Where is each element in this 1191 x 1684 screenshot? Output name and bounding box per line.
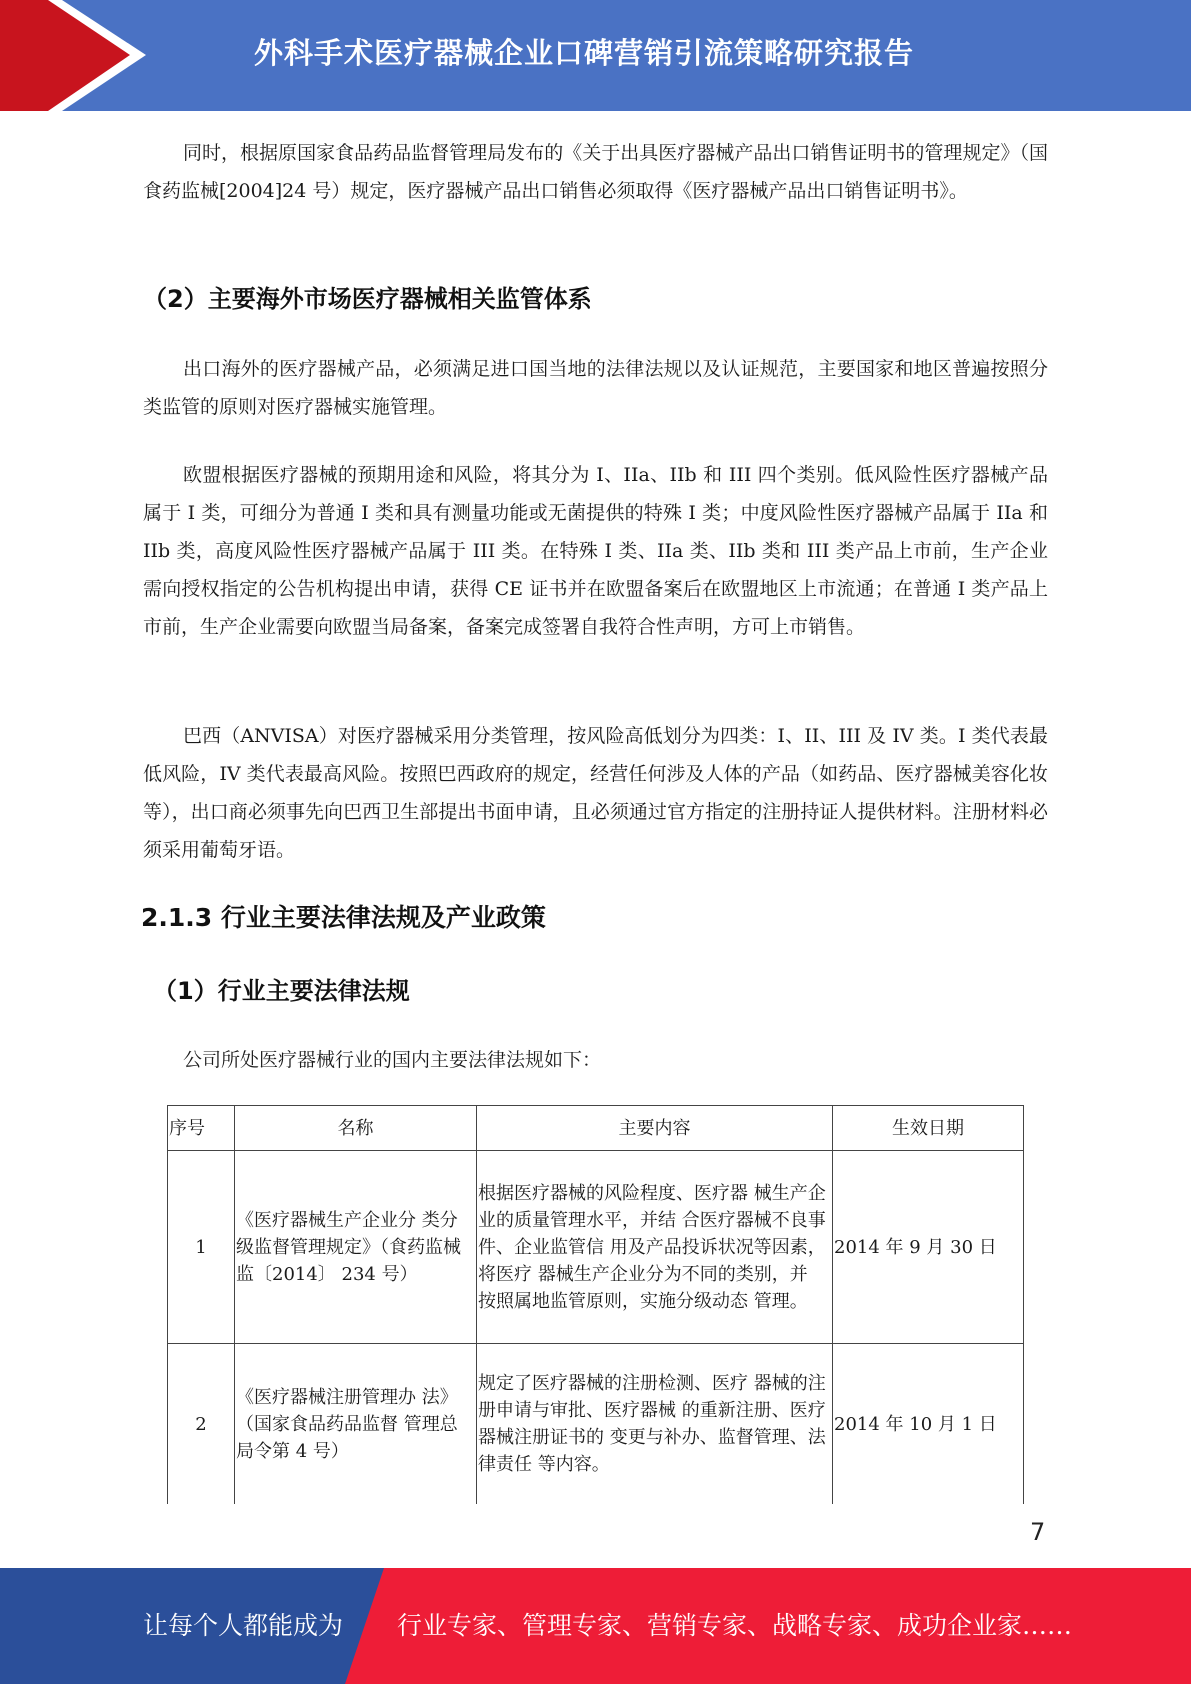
document-title: 外科手术医疗器械企业口碑营销引流策略研究报告 [254,36,915,70]
paragraph-export-certificate: 同时，根据原国家食品药品监督管理局发布的《关于出具医疗器械产品出口销售证明书的管理规定》（国食药监械[2004]24 号）规定，医疗器械产品出口销售必须取得《医疗器械产品出口销售证明书》。 [143,142,1048,202]
heading-overseas-regulatory-system: （2）主要海外市场医疗器械相关监管体系 [143,285,592,313]
paragraph-eu-classification: 欧盟根据医疗器械的预期用途和风险，将其分为 I、IIa、IIb 和 III 四个类别。低风险性医疗器械产品属于 I 类，可细分为普通 I 类和具有测量功能或无菌提供的特殊 I 类；中度风险性医疗器械产品属于 IIa 和 IIb 类，高度风险性医疗器械产品属于 III 类。在特殊 I 类、IIa 类、IIb 类和 III 类产品上市前，生产企业需向授权指定的公告机构提出申请，获得 CE 证书并在欧盟备案后在欧盟地区上市流通；在普通 I 类产品上市前，生产企业需要向欧盟当局备案，备案完成签署自我符合性声明，方可上市销售。 [143,464,1048,638]
page-footer [0,1568,1191,1684]
page-number: 7 [1030,1518,1046,1546]
column-header-date: 生效日期 [833,1106,1024,1151]
cell-content: 根据医疗器械的风险程度、医疗器 械生产企业的质量管理水平，并结 合医疗器械不良事件、企业监管信 用及产品投诉状况等因素，将医疗 器械生产企业分为不同的类别，并 按照属地监管原则，实施分级动态 管理。 [477,1151,833,1344]
table-header-row [168,1106,1024,1151]
laws-regulations-table [167,1105,1024,1504]
table-row [168,1151,1024,1344]
cell-date: 2014 年 10 月 1 日 [833,1344,1024,1505]
cell-date: 2014 年 9 月 30 日 [833,1151,1024,1344]
column-header-no: 序号 [168,1106,235,1151]
heading-main-laws: （1）行业主要法律法规 [153,977,410,1005]
cell-no: 1 [168,1151,235,1344]
header-chevron-logo [0,0,160,111]
cell-no: 2 [168,1344,235,1505]
column-header-content: 主要内容 [477,1106,833,1151]
footer-slogan-roles: 行业专家、管理专家、营销专家、战略专家、成功企业家…… [397,1611,1073,1640]
paragraph-table-intro: 公司所处医疗器械行业的国内主要法律法规如下： [183,1049,602,1071]
footer-slogan-lead: 让每个人都能成为 [143,1611,344,1640]
page-header [0,0,1191,111]
cell-content: 规定了医疗器械的注册检测、医疗 器械的注册申请与审批、医疗器械 的重新注册、医疗器械注册证书的 变更与补办、监督管理、法律责任 等内容。 [477,1344,833,1505]
heading-section-2-1-3: 2.1.3 行业主要法律法规及产业政策 [141,903,546,932]
cell-name: 《医疗器械生产企业分 类分级监督管理规定》（食药监械监〔2014〕 234 号） [235,1151,477,1344]
table-row [168,1344,1024,1505]
paragraph-overseas-requirements: 出口海外的医疗器械产品，必须满足进口国当地的法律法规以及认证规范，主要国家和地区普遍按照分类监管的原则对医疗器械实施管理。 [143,358,1048,418]
cell-name: 《医疗器械注册管理办 法》（国家食品药品监督 管理总局令第 4 号） [235,1344,477,1505]
paragraph-brazil-classification: 巴西（ANVISA）对医疗器械采用分类管理，按风险高低划分为四类：I、II、III 及 IV 类。I 类代表最低风险，IV 类代表最高风险。按照巴西政府的规定，经营任何涉及人体的产品（如药品、医疗器械美容化妆等），出口商必须事先向巴西卫生部提出书面申请，且必须通过官方指定的注册持证人提供材料。注册材料必须采用葡萄牙语。 [143,725,1048,861]
column-header-name: 名称 [235,1106,477,1151]
